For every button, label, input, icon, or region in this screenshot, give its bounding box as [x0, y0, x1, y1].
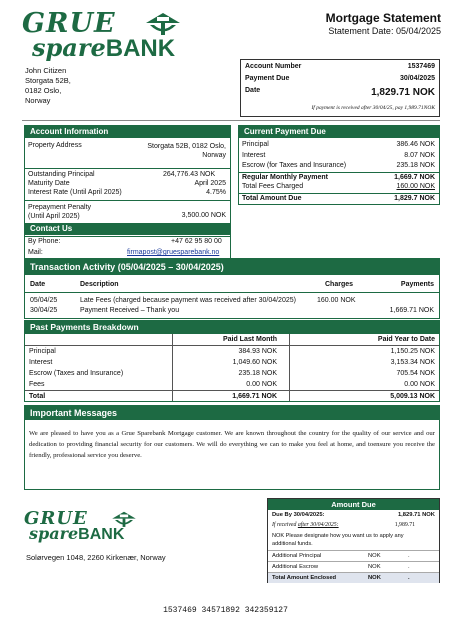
bd-label: Escrow (Taxes and Insurance)	[29, 370, 124, 377]
coupon-due-label: Due By 30/04/2025:	[272, 512, 325, 518]
current-payment-value: 386.46 NOK	[396, 141, 435, 148]
coupon-late-label-a: If received	[272, 522, 298, 528]
coupon-late-label	[272, 522, 339, 528]
statement-date: Statement Date: 05/04/2025	[328, 26, 441, 36]
account-number-label: Account Number	[245, 63, 302, 70]
current-payment-value: 1,669.7 NOK	[394, 173, 435, 181]
coupon-late-label-b: after 30/04/2025:	[297, 522, 339, 528]
current-payment-label: Regular Monthly Payment	[242, 173, 328, 181]
current-payment-label: Principal	[242, 141, 269, 148]
logo-word-bank: BANK	[105, 35, 176, 62]
bd-col-year-to-date: Paid Year to Date	[377, 336, 435, 343]
late-payment-note: If payment is received after 30/04/25, pay 1,989.71NOK	[311, 105, 435, 111]
current-payment-box	[238, 125, 440, 205]
current-payment-label: Interest	[242, 151, 266, 159]
bd-year-to-date: 0.00 NOK	[404, 381, 435, 388]
transaction-row	[25, 296, 439, 306]
bd-last-month: 384.93 NOK	[238, 348, 277, 355]
amount-due-coupon	[267, 498, 440, 583]
current-payment-row	[239, 172, 439, 182]
logo-bottom-word-spare: spare	[29, 524, 79, 543]
past-payments-header: Past Payments Breakdown	[25, 321, 439, 334]
logo-bottom-word-grue: GRUE	[24, 508, 88, 529]
footer-codes: 1537469 34571892 342359127	[163, 606, 288, 615]
summary-box	[240, 59, 440, 117]
customer-address	[25, 66, 71, 106]
current-payment-header: Current Payment Due	[239, 126, 439, 138]
bank-logo-top	[22, 10, 192, 60]
prepayment-penalty-line2: (Until April 2025)	[28, 213, 80, 220]
contact-us-header: Contact Us	[25, 223, 230, 235]
coupon-note: NOK Please designate how you want us to apply any additional funds.	[272, 533, 404, 547]
tx-description: Late Fees (charged because payment was received after 30/04/2025)	[80, 297, 296, 304]
bd-year-to-date: 1,150.25 NOK	[390, 348, 435, 355]
statement-title: Mortgage Statement	[325, 11, 441, 25]
current-payment-row	[239, 161, 439, 171]
customer-country: Norway	[25, 96, 51, 105]
important-messages-header: Important Messages	[25, 406, 439, 420]
bd-last-month: 235.18 NOK	[238, 370, 277, 377]
outstanding-principal-value: 264,776.43 NOK	[163, 171, 216, 178]
property-address-value	[147, 142, 226, 160]
transaction-activity-box	[24, 258, 440, 319]
interest-rate-label: Interest Rate (Until April 2025)	[28, 189, 122, 196]
tx-date: 05/04/25	[30, 297, 58, 304]
bd-last-month: 1,669.71 NOK	[232, 393, 277, 400]
bd-label: Fees	[29, 381, 45, 388]
prepayment-penalty-value: 3,500.00 NOK	[181, 212, 226, 219]
prepayment-penalty-label	[28, 203, 91, 221]
maturity-date-label: Maturity Date	[28, 180, 70, 187]
breakdown-row	[25, 390, 439, 401]
coupon-row-decimal: .	[408, 575, 410, 581]
logo-word-spare: spare	[32, 33, 106, 62]
breakdown-row	[25, 368, 439, 379]
current-payment-label: Total Amount Due	[242, 194, 302, 202]
bank-address: Solørvegen 1048, 2260 Kirkenær, Norway	[26, 553, 166, 562]
tx-col-charges: Charges	[325, 281, 354, 288]
past-payments-box	[24, 320, 440, 402]
tx-description: Payment Received – Thank you	[80, 307, 180, 314]
important-messages-text: We are pleased to have you as a Grue Sparebank Mortgage customer. We are known throughout the country for the quality of our service and our dedication to providing financial security for our customers. We will do everything we can to make you feel at home, and toensure you receive the friendly, professional service you deserve.	[29, 430, 435, 459]
current-payment-label: Total Fees Charged	[242, 183, 304, 190]
account-divider-1	[25, 168, 230, 169]
coupon-row-label: Total Amount Enclosed	[272, 575, 337, 581]
tx-col-payments: Payments	[400, 281, 434, 288]
coupon-row-label: Additional Principal	[272, 553, 322, 559]
tx-col-date: Date	[30, 281, 46, 288]
current-payment-label: Escrow (for Taxes and Insurance)	[242, 162, 347, 169]
mail-label: Mail:	[28, 249, 43, 256]
coupon-row-currency: NOK	[368, 553, 381, 559]
bd-year-to-date: 705.54 NOK	[396, 370, 435, 377]
coupon-header: Amount Due	[268, 499, 439, 510]
logo-word-grue: GRUE	[22, 8, 116, 39]
payment-due-label: Payment Due	[245, 75, 290, 82]
prepayment-penalty-line1: Prepayment Penalty	[28, 204, 92, 211]
account-number-value: 1537469	[407, 63, 435, 70]
coupon-row-decimal: .	[408, 564, 410, 570]
bank-logo-bottom	[24, 510, 154, 546]
bd-col-last-month: Paid Last Month	[222, 336, 277, 343]
property-address-label: Property Address	[28, 142, 82, 149]
contact-us-box	[24, 236, 231, 260]
interest-rate-value: 4.75%	[206, 189, 226, 196]
property-address-line1: Storgata 52B, 0182 Oslo,	[147, 143, 226, 150]
phone-value[interactable]: +47 62 95 80 00	[171, 238, 222, 245]
current-payment-value: 1,829.7 NOK	[394, 194, 435, 202]
current-payment-row	[239, 151, 439, 161]
account-divider-2	[25, 200, 230, 201]
bd-label: Interest	[29, 359, 53, 366]
transaction-row	[25, 306, 439, 316]
customer-street: Storgata 52B,	[25, 76, 71, 85]
maturity-date-value: April 2025	[194, 180, 226, 187]
breakdown-row	[25, 379, 439, 390]
logo-word-sparebank	[32, 33, 176, 62]
mail-link[interactable]: firmapost@gruesparebank.no	[127, 249, 220, 256]
header-divider	[22, 120, 440, 121]
coupon-row-decimal: .	[408, 553, 410, 559]
tx-payments: 1,669.71 NOK	[389, 307, 434, 314]
customer-name: John Citizen	[25, 66, 67, 75]
date-label: Date	[245, 87, 261, 94]
coupon-row	[268, 550, 439, 561]
coupon-row-label: Additional Escrow	[272, 564, 319, 570]
account-information-box	[24, 125, 231, 237]
bd-label: Principal	[29, 348, 56, 355]
coupon-late-value: 1,989.71	[394, 522, 415, 528]
bd-year-to-date: 5,009.13 NOK	[390, 393, 435, 400]
important-messages-box	[24, 405, 440, 490]
customer-city: 0182 Oslo,	[25, 86, 62, 95]
breakdown-row	[25, 346, 439, 357]
logo-bottom-word-sparebank	[29, 526, 124, 543]
amount-due-value: 1,829.71 NOK	[371, 87, 435, 98]
tx-charges: 160.00 NOK	[317, 297, 356, 304]
bd-last-month: 1,049.60 NOK	[232, 359, 277, 366]
tx-date: 30/04/25	[30, 307, 58, 314]
coupon-row	[268, 572, 439, 583]
tx-header-rule	[25, 292, 439, 293]
payment-due-value: 30/04/2025	[399, 75, 435, 82]
coupon-row	[268, 561, 439, 572]
logo-bottom-word-bank: BANK	[78, 526, 125, 543]
current-payment-value: 235.18 NOK	[396, 162, 435, 169]
current-payment-row	[239, 182, 439, 192]
current-payment-value: 160.00 NOK	[396, 183, 435, 190]
coupon-due-value: 1,829.71 NOK	[397, 512, 435, 518]
tx-col-description: Description	[80, 281, 119, 288]
account-information-header: Account Information	[25, 126, 230, 138]
breakdown-row	[25, 357, 439, 368]
bd-year-to-date: 3,153.34 NOK	[390, 359, 435, 366]
coupon-row-currency: NOK	[368, 575, 381, 581]
transaction-activity-header: Transaction Activity (05/04/2025 – 30/04/2025)	[25, 259, 439, 275]
phone-label: By Phone:	[28, 238, 61, 245]
current-payment-row	[239, 193, 439, 203]
outstanding-principal-label: Outstanding Principal	[28, 171, 95, 178]
bd-label: Total	[29, 393, 46, 400]
bd-last-month: 0.00 NOK	[246, 381, 277, 388]
coupon-row-currency: NOK	[368, 564, 381, 570]
property-address-line2: Norway	[202, 152, 226, 159]
current-payment-row	[239, 140, 439, 150]
current-payment-value: 8.07 NOK	[404, 151, 435, 159]
